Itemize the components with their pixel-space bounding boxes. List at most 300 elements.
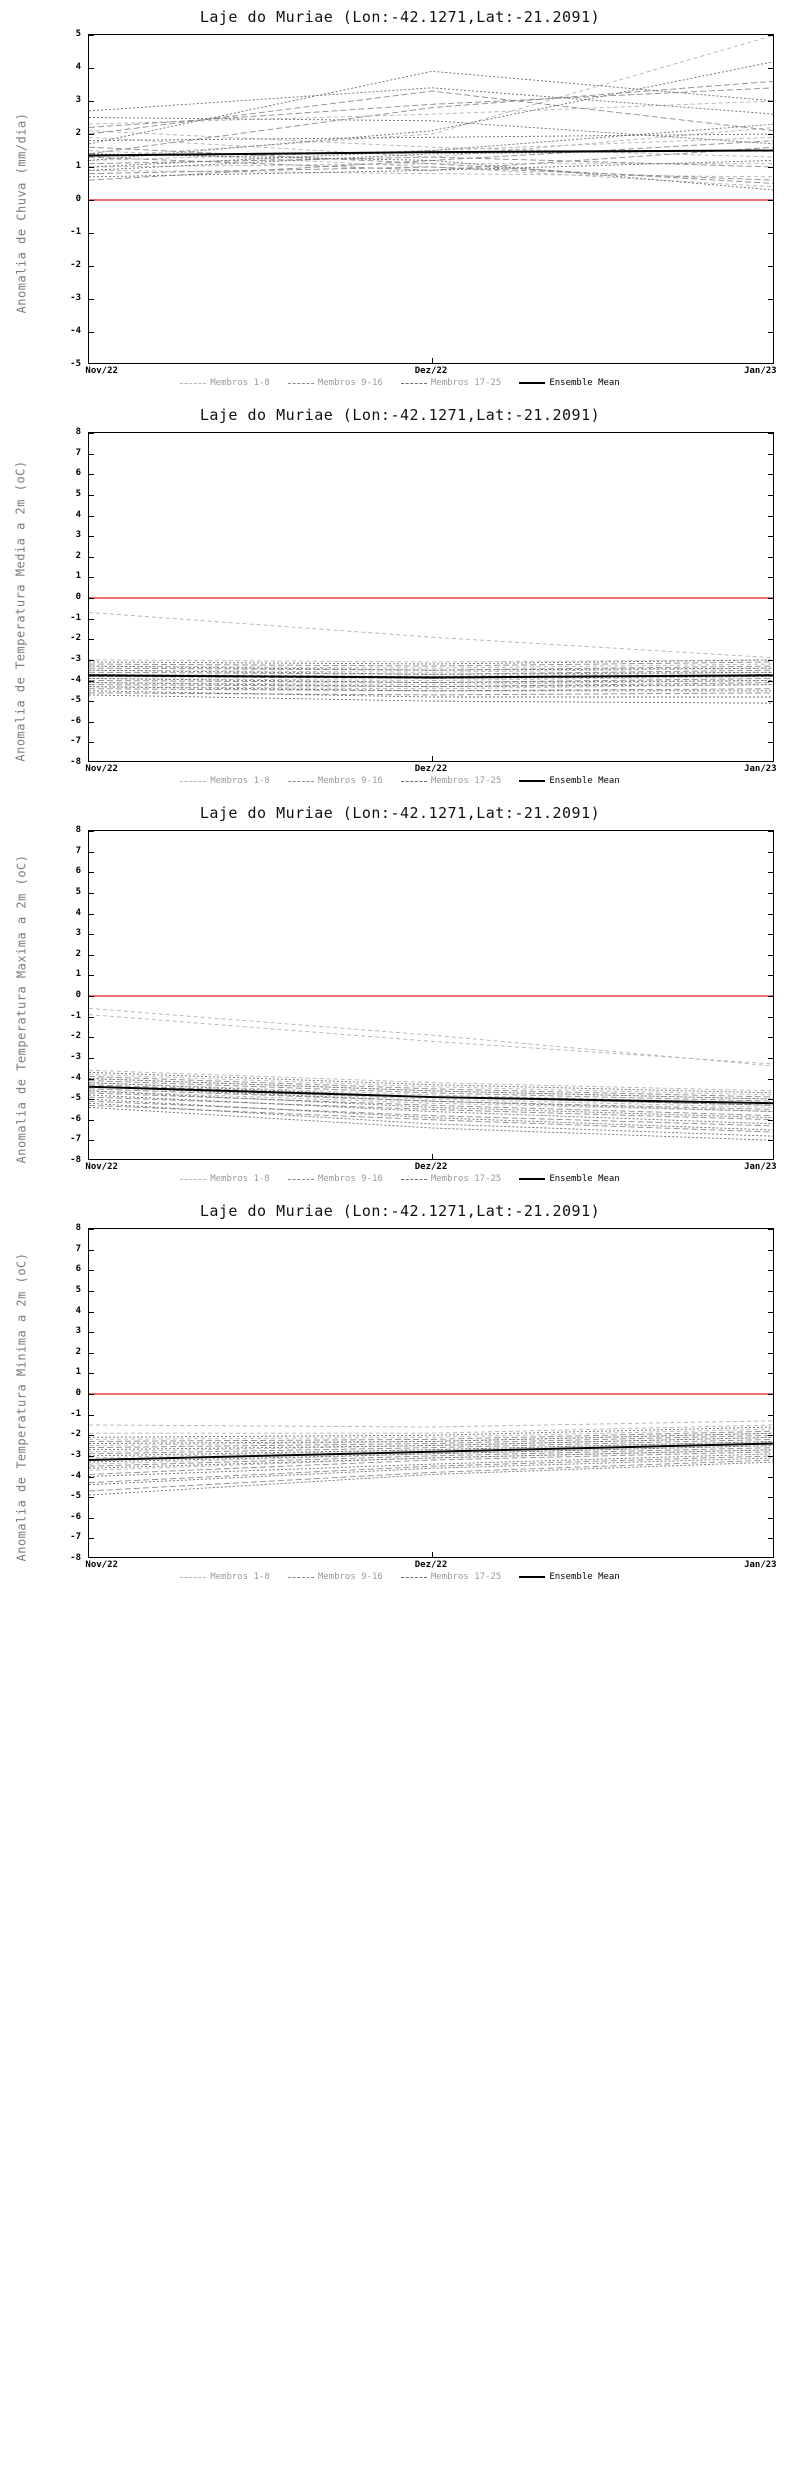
y-axis-label: Anomalia de Temperatura Maxima a 2m (oC) — [14, 854, 29, 1164]
y-axis-tick-mark — [89, 299, 94, 300]
y-axis-tick-label: 5 — [75, 886, 81, 897]
legend-swatch — [288, 383, 314, 384]
y-axis-label: Anomalia de Temperatura Minima a 2m (oC) — [14, 1252, 29, 1562]
legend-item — [519, 776, 619, 786]
member-line — [89, 61, 774, 160]
y-axis-tick-mark — [768, 681, 773, 682]
y-axis-tick-label: -1 — [70, 1408, 81, 1419]
legend-item — [401, 1174, 501, 1184]
y-axis-tick-mark — [89, 1477, 94, 1478]
y-axis-tick-mark — [768, 934, 773, 935]
y-axis-tick-label: 1 — [75, 1367, 81, 1378]
legend-label: Membros 17-25 — [430, 1572, 502, 1582]
legend-label: Membros 17-25 — [430, 776, 502, 786]
y-axis-tick-mark — [89, 516, 94, 517]
y-axis-tick-mark — [768, 1099, 773, 1100]
y-axis-tick-mark — [768, 1394, 773, 1395]
legend-swatch — [288, 1577, 314, 1578]
y-axis-tick-mark — [89, 1353, 94, 1354]
member-line — [89, 1107, 774, 1140]
member-line — [89, 1076, 774, 1097]
chart-lines — [89, 1229, 774, 1558]
y-axis-tick-label: 0 — [75, 1388, 81, 1398]
y-axis-tick-mark — [89, 101, 94, 102]
x-axis-tick-mark — [432, 756, 433, 761]
legend-label: Ensemble Mean — [549, 1572, 620, 1582]
y-axis-tick-label: 0 — [75, 194, 81, 204]
legend-label: Membros 1-8 — [210, 776, 270, 786]
y-axis-tick-mark — [768, 1435, 773, 1436]
y-axis-tick-mark — [89, 701, 94, 702]
legend-item — [288, 776, 383, 786]
y-axis-tick-mark — [89, 577, 94, 578]
y-axis-tick-label: 0 — [75, 592, 81, 602]
member-line — [89, 1462, 774, 1495]
member-line — [89, 81, 774, 154]
y-axis-tick-mark — [768, 577, 773, 578]
legend-item — [519, 1174, 619, 1184]
x-axis-tick-label: Dez/22 — [414, 1560, 448, 1570]
legend-label: Membros 9-16 — [317, 1174, 383, 1184]
y-axis-tick-mark — [768, 852, 773, 853]
legend-item — [180, 1572, 270, 1582]
y-axis-tick-mark — [768, 1229, 773, 1230]
y-axis-tick-mark — [768, 1312, 773, 1313]
legend-swatch — [288, 781, 314, 782]
y-axis-tick-mark — [89, 1140, 94, 1141]
y-axis-tick-mark — [89, 831, 94, 832]
y-axis-tick-mark — [89, 167, 94, 168]
legend-swatch — [401, 1179, 427, 1180]
member-line — [89, 35, 774, 157]
y-axis-tick-label: 5 — [75, 1284, 81, 1295]
y-axis-tick-label: -5 — [70, 1093, 81, 1104]
y-axis-tick-mark — [89, 598, 94, 599]
member-line — [89, 660, 774, 662]
y-axis-tick-label: -2 — [70, 1031, 81, 1042]
y-axis-tick-label: 5 — [75, 29, 81, 39]
y-axis-tick-label: 7 — [75, 845, 81, 856]
chart-legend — [0, 378, 800, 388]
legend-label: Membros 9-16 — [317, 378, 383, 388]
y-axis-tick-label: 3 — [75, 1326, 81, 1337]
y-axis-tick-mark — [768, 299, 773, 300]
y-axis-tick-mark — [768, 872, 773, 873]
legend-item — [180, 1174, 270, 1184]
y-axis-tick-mark — [768, 1140, 773, 1141]
y-axis-tick-label: 8 — [75, 825, 81, 835]
y-axis-tick-label: -4 — [70, 326, 81, 336]
legend-label: Membros 17-25 — [430, 378, 502, 388]
y-axis-tick-mark — [768, 1518, 773, 1519]
y-axis-tick-label: -2 — [70, 1429, 81, 1440]
y-axis-tick-label: 8 — [75, 427, 81, 437]
legend-item — [519, 1572, 619, 1582]
y-axis-tick-mark — [768, 35, 773, 36]
y-axis-tick-mark — [768, 68, 773, 69]
legend-item — [288, 378, 383, 388]
y-axis-tick-mark — [89, 1394, 94, 1395]
y-axis-tick-label: -1 — [70, 227, 81, 237]
member-line — [89, 693, 774, 695]
y-axis-tick-mark — [89, 914, 94, 915]
y-axis-tick-mark — [768, 831, 773, 832]
member-line — [89, 1089, 774, 1110]
y-axis-tick-mark — [768, 1332, 773, 1333]
y-axis-tick-mark — [89, 454, 94, 455]
y-axis-tick-mark — [768, 1353, 773, 1354]
y-axis-tick-mark — [89, 975, 94, 976]
y-axis-tick-label: 4 — [75, 907, 81, 918]
page-title: Laje do Muriae (Lon:-42.1271,Lat:-21.2091) — [199, 1202, 601, 1220]
y-axis-tick-mark — [89, 639, 94, 640]
y-axis-tick-label: 4 — [75, 509, 81, 520]
x-axis-tick-label: Jan/23 — [744, 1162, 777, 1172]
legend-swatch — [519, 1178, 545, 1180]
y-axis-tick-label: -3 — [70, 1051, 81, 1062]
chart-axes — [88, 1228, 774, 1558]
y-axis-tick-label: -7 — [70, 1532, 81, 1543]
y-axis-tick-mark — [768, 332, 773, 333]
y-axis-tick-label: -8 — [70, 757, 81, 767]
legend-item — [288, 1174, 383, 1184]
y-axis-tick-mark — [89, 1250, 94, 1251]
y-axis-tick-mark — [89, 1291, 94, 1292]
y-axis-tick-mark — [768, 1538, 773, 1539]
x-axis-tick-label: Jan/23 — [744, 764, 777, 774]
y-axis-tick-mark — [89, 1435, 94, 1436]
y-axis-tick-label: 2 — [75, 1346, 81, 1357]
y-axis-tick-mark — [768, 167, 773, 168]
y-axis-tick-mark — [768, 1017, 773, 1018]
y-axis-tick-mark — [768, 639, 773, 640]
y-axis-tick-mark — [768, 722, 773, 723]
y-axis-tick-label: -3 — [70, 653, 81, 664]
chart-axes — [88, 432, 774, 762]
y-axis-tick-label: 0 — [75, 990, 81, 1000]
y-axis-tick-label: 6 — [75, 1264, 81, 1275]
y-axis-tick-mark — [89, 200, 94, 201]
y-axis-tick-label: 3 — [75, 530, 81, 541]
y-axis-tick-label: -1 — [70, 612, 81, 623]
y-axis-tick-label: 8 — [75, 1223, 81, 1233]
y-axis-tick-mark — [768, 619, 773, 620]
y-axis-tick-mark — [89, 955, 94, 956]
chart-legend — [0, 1174, 800, 1184]
y-axis-tick-label: -8 — [70, 1155, 81, 1165]
y-axis-tick-label: 2 — [75, 550, 81, 561]
y-axis-tick-label: 1 — [75, 161, 81, 171]
chart-legend — [0, 776, 800, 786]
member-line — [89, 141, 774, 181]
member-line — [89, 1081, 774, 1102]
y-axis-tick-mark — [89, 1079, 94, 1080]
member-line — [89, 1421, 774, 1427]
y-axis-tick-label: -8 — [70, 1553, 81, 1563]
y-axis-tick-label: -6 — [70, 715, 81, 726]
y-axis-tick-mark — [89, 660, 94, 661]
y-axis-tick-mark — [89, 35, 94, 36]
y-axis-tick-mark — [89, 474, 94, 475]
legend-item — [401, 1572, 501, 1582]
y-axis-label: Anomalia de Chuva (mm/dia) — [14, 112, 28, 314]
y-axis-tick-mark — [768, 266, 773, 267]
legend-label: Membros 17-25 — [430, 1174, 502, 1184]
x-axis-tick-mark — [432, 1552, 433, 1557]
member-line — [89, 687, 774, 691]
member-line — [89, 157, 774, 167]
member-line — [89, 1429, 774, 1439]
chart-legend — [0, 1572, 800, 1582]
y-axis-tick-label: -3 — [70, 1449, 81, 1460]
y-axis-tick-mark — [768, 1291, 773, 1292]
y-axis-tick-mark — [89, 1270, 94, 1271]
y-axis-tick-mark — [89, 852, 94, 853]
legend-swatch — [180, 781, 206, 782]
member-line — [89, 1460, 774, 1491]
chart-panel-temp-minima — [0, 1194, 800, 1592]
page-title: Laje do Muriae (Lon:-42.1271,Lat:-21.2091) — [199, 804, 601, 822]
member-line — [89, 151, 774, 187]
y-axis-tick-mark — [89, 1332, 94, 1333]
member-line — [89, 91, 774, 134]
y-axis-tick-mark — [768, 660, 773, 661]
ensemble-mean-line — [89, 151, 774, 156]
y-axis-tick-mark — [768, 701, 773, 702]
member-line — [89, 164, 774, 167]
legend-swatch — [180, 1577, 206, 1578]
legend-label: Membros 1-8 — [210, 378, 270, 388]
y-axis-tick-mark — [768, 474, 773, 475]
y-axis-tick-label: -5 — [70, 1491, 81, 1502]
y-axis-tick-mark — [768, 742, 773, 743]
y-axis-tick-mark — [89, 722, 94, 723]
member-line — [89, 1446, 774, 1465]
chart-axes — [88, 34, 774, 364]
y-axis-tick-label: 5 — [75, 488, 81, 499]
x-axis-tick-label: Nov/22 — [85, 1162, 118, 1172]
legend-item — [288, 1572, 383, 1582]
y-axis-tick-mark — [768, 1270, 773, 1271]
legend-swatch — [401, 781, 427, 782]
y-axis-tick-mark — [89, 134, 94, 135]
legend-swatch — [519, 382, 545, 384]
chart-panel-chuva — [0, 0, 800, 398]
y-axis-tick-label: 1 — [75, 969, 81, 980]
y-axis-tick-mark — [89, 433, 94, 434]
x-axis-tick-label: Dez/22 — [414, 764, 448, 774]
y-axis-tick-label: -6 — [70, 1113, 81, 1124]
y-axis-tick-label: -7 — [70, 736, 81, 747]
x-axis-tick-label: Jan/23 — [744, 1560, 777, 1570]
y-axis-tick-mark — [768, 1456, 773, 1457]
y-axis-tick-mark — [768, 134, 773, 135]
y-axis-tick-label: 7 — [75, 1243, 81, 1254]
y-axis-tick-mark — [89, 495, 94, 496]
y-axis-tick-mark — [89, 1518, 94, 1519]
plot-area-chuva — [0, 28, 800, 398]
y-axis-tick-label: 7 — [75, 447, 81, 458]
y-axis-tick-mark — [768, 1497, 773, 1498]
y-axis-tick-mark — [89, 1497, 94, 1498]
y-axis-tick-mark — [768, 557, 773, 558]
y-axis-tick-mark — [768, 996, 773, 997]
y-axis-tick-mark — [89, 1538, 94, 1539]
y-axis-tick-label: -5 — [70, 695, 81, 706]
y-axis-tick-mark — [89, 536, 94, 537]
page-title: Laje do Muriae (Lon:-42.1271,Lat:-21.2091) — [199, 8, 601, 26]
x-axis-tick-label: Nov/22 — [85, 366, 118, 376]
legend-item — [180, 776, 270, 786]
y-axis-tick-label: 1 — [75, 571, 81, 582]
y-axis-tick-mark — [89, 1099, 94, 1100]
legend-item — [519, 378, 619, 388]
legend-item — [401, 776, 501, 786]
x-axis-tick-mark — [432, 358, 433, 363]
y-axis-tick-mark — [768, 914, 773, 915]
y-axis-tick-mark — [768, 1079, 773, 1080]
y-axis-tick-mark — [768, 1477, 773, 1478]
y-axis-tick-mark — [89, 1312, 94, 1313]
y-axis-tick-mark — [89, 1373, 94, 1374]
y-axis-tick-mark — [89, 332, 94, 333]
chart-lines — [89, 831, 774, 1160]
y-axis-tick-label: 4 — [75, 1305, 81, 1316]
y-axis-tick-mark — [89, 1229, 94, 1230]
y-axis-tick-mark — [768, 200, 773, 201]
legend-swatch — [519, 780, 545, 782]
legend-label: Membros 9-16 — [317, 1572, 383, 1582]
member-line — [89, 88, 774, 114]
y-axis-tick-mark — [768, 955, 773, 956]
y-axis-tick-mark — [768, 516, 773, 517]
legend-swatch — [519, 1576, 545, 1578]
y-axis-tick-mark — [768, 1037, 773, 1038]
chart-panel-temp-maxima — [0, 796, 800, 1194]
y-axis-tick-mark — [89, 934, 94, 935]
member-line — [89, 1458, 774, 1485]
y-axis-tick-label: -2 — [70, 633, 81, 644]
plot-area-temp-maxima — [0, 824, 800, 1194]
legend-label: Membros 1-8 — [210, 1572, 270, 1582]
y-axis-tick-mark — [89, 557, 94, 558]
y-axis-tick-label: 6 — [75, 468, 81, 479]
y-axis-tick-label: -4 — [70, 1470, 81, 1481]
y-axis-tick-label: -2 — [70, 260, 81, 270]
member-line — [89, 612, 774, 657]
member-line — [89, 695, 774, 703]
y-axis-tick-mark — [768, 975, 773, 976]
y-axis-tick-mark — [89, 1058, 94, 1059]
y-axis-tick-mark — [89, 1456, 94, 1457]
y-axis-tick-mark — [89, 872, 94, 873]
y-axis-tick-label: -3 — [70, 293, 81, 303]
y-axis-tick-label: -6 — [70, 1511, 81, 1522]
y-axis-tick-mark — [89, 266, 94, 267]
member-line — [89, 1099, 774, 1130]
y-axis-tick-mark — [768, 1415, 773, 1416]
y-axis-tick-mark — [89, 681, 94, 682]
x-axis-tick-label: Dez/22 — [414, 1162, 448, 1172]
y-axis-tick-label: 6 — [75, 866, 81, 877]
y-axis-tick-mark — [89, 1415, 94, 1416]
y-axis-tick-mark — [89, 233, 94, 234]
plot-area-temp-media — [0, 426, 800, 796]
legend-label: Membros 1-8 — [210, 1174, 270, 1184]
y-axis-tick-label: -4 — [70, 674, 81, 685]
y-axis-tick-label: -5 — [70, 359, 81, 369]
y-axis-tick-mark — [768, 495, 773, 496]
y-axis-tick-label: 2 — [75, 128, 81, 138]
y-axis-tick-mark — [89, 1037, 94, 1038]
y-axis-tick-mark — [89, 619, 94, 620]
plot-area-temp-minima — [0, 1222, 800, 1592]
y-axis-tick-label: 4 — [75, 62, 81, 72]
legend-label: Ensemble Mean — [549, 776, 620, 786]
x-axis-tick-mark — [432, 1154, 433, 1159]
x-axis-tick-label: Nov/22 — [85, 764, 118, 774]
y-axis-tick-mark — [768, 893, 773, 894]
legend-swatch — [180, 383, 206, 384]
y-axis-tick-mark — [768, 1058, 773, 1059]
legend-item — [401, 378, 501, 388]
y-axis-tick-mark — [768, 433, 773, 434]
y-axis-tick-mark — [768, 1120, 773, 1121]
x-axis-tick-label: Jan/23 — [744, 366, 777, 376]
y-axis-tick-mark — [89, 893, 94, 894]
y-axis-tick-label: 2 — [75, 948, 81, 959]
chart-lines — [89, 433, 774, 762]
y-axis-tick-label: 3 — [75, 95, 81, 105]
y-axis-tick-mark — [768, 454, 773, 455]
legend-swatch — [401, 1577, 427, 1578]
y-axis-tick-mark — [768, 233, 773, 234]
y-axis-tick-mark — [89, 996, 94, 997]
legend-label: Ensemble Mean — [549, 1174, 620, 1184]
y-axis-tick-mark — [89, 68, 94, 69]
y-axis-tick-mark — [768, 101, 773, 102]
member-line — [89, 167, 774, 180]
member-line — [89, 1433, 774, 1443]
legend-swatch — [180, 1179, 206, 1180]
x-axis-tick-label: Dez/22 — [414, 366, 448, 376]
legend-item — [180, 378, 270, 388]
legend-swatch — [401, 383, 427, 384]
chart-lines — [89, 35, 774, 364]
y-axis-tick-mark — [768, 536, 773, 537]
legend-label: Membros 9-16 — [317, 776, 383, 786]
y-axis-tick-mark — [768, 598, 773, 599]
legend-label: Ensemble Mean — [549, 378, 620, 388]
y-axis-tick-mark — [768, 1250, 773, 1251]
page-title: Laje do Muriae (Lon:-42.1271,Lat:-21.2091) — [199, 406, 601, 424]
y-axis-tick-label: -1 — [70, 1010, 81, 1021]
member-line — [89, 689, 774, 691]
chart-panel-temp-media — [0, 398, 800, 796]
chart-axes — [88, 830, 774, 1160]
y-axis-tick-mark — [768, 1373, 773, 1374]
y-axis-tick-mark — [89, 1017, 94, 1018]
x-axis-tick-label: Nov/22 — [85, 1560, 118, 1570]
y-axis-label: Anomalia de Temperatura Media a 2m (oC) — [14, 460, 29, 762]
y-axis-tick-label: -7 — [70, 1134, 81, 1145]
y-axis-tick-mark — [89, 1120, 94, 1121]
y-axis-tick-label: 3 — [75, 928, 81, 939]
y-axis-tick-mark — [89, 742, 94, 743]
member-line — [89, 1091, 774, 1118]
y-axis-tick-label: -4 — [70, 1072, 81, 1083]
legend-swatch — [288, 1179, 314, 1180]
